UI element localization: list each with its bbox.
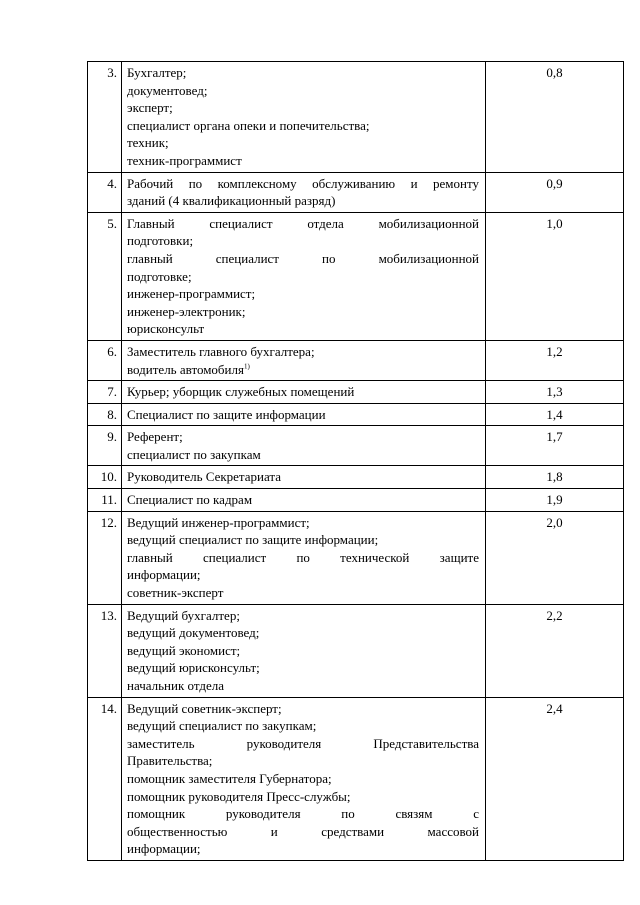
row-number: 8. — [88, 403, 122, 426]
position-title-text: Референт; — [127, 429, 183, 445]
position-title-line — [127, 531, 479, 549]
coefficient-value: 1,3 — [486, 381, 624, 404]
position-title-line — [127, 320, 479, 338]
position-title-text: ведущий экономист; — [127, 642, 241, 658]
table-row — [88, 340, 624, 380]
position-title-text: Правительства; — [127, 753, 213, 769]
position-title-text: начальник отдела — [127, 678, 225, 693]
coefficient-value: 1,0 — [486, 212, 624, 340]
row-number: 14. — [88, 697, 122, 860]
position-title-text: Специалист по кадрам — [127, 492, 253, 508]
position-title-line — [127, 175, 479, 193]
position-title-line — [127, 343, 479, 361]
position-title-line — [127, 468, 479, 486]
position-titles-cell — [122, 604, 486, 697]
coefficient-value: 2,0 — [486, 511, 624, 604]
position-title-text: Бухгалтер; — [127, 65, 187, 80]
position-title-line — [127, 215, 479, 233]
position-title-line — [127, 232, 479, 250]
row-number: 6. — [88, 340, 122, 380]
row-number: 11. — [88, 489, 122, 512]
position-title-text: Специалист по защите информации — [127, 406, 326, 422]
position-title-line — [127, 752, 479, 770]
position-title-text: эксперт; — [127, 100, 173, 116]
position-titles-cell — [122, 62, 486, 173]
position-title-line — [127, 285, 479, 303]
position-title-text: информации; — [127, 841, 201, 857]
position-title-line — [127, 303, 479, 321]
position-title-text: ведущий специалист по закупкам; — [127, 718, 317, 734]
position-title-text: Ведущий советник-эксперт; — [127, 700, 282, 716]
row-number: 9. — [88, 426, 122, 466]
position-titles-cell — [122, 489, 486, 512]
position-title-text: водитель автомобиля — [127, 361, 244, 377]
position-title-line — [127, 192, 479, 210]
position-title-line — [127, 735, 479, 753]
row-number: 3. — [88, 62, 122, 173]
position-titles-cell — [122, 403, 486, 426]
position-title-text: инженер-программист; — [127, 286, 256, 302]
position-title-line — [127, 361, 479, 379]
position-title-text: ведущий юрисконсульт; — [127, 660, 260, 676]
position-title-line — [127, 514, 479, 532]
position-title-text: инженер-электроник; — [127, 303, 246, 319]
position-title-text: общественностью и средствами массовой — [127, 823, 479, 839]
position-title-text: главный специалист по мобилизационной — [127, 250, 479, 266]
position-title-line — [127, 677, 479, 695]
position-title-line — [127, 788, 479, 806]
position-title-line — [127, 446, 479, 464]
position-title-text: Курьер; уборщик служебных помещений — [127, 384, 355, 400]
table-row — [88, 466, 624, 489]
coefficient-value: 0,9 — [486, 172, 624, 212]
position-title-text: помощник руководителя Пресс-службы; — [127, 788, 351, 804]
table-row — [88, 212, 624, 340]
position-title-line — [127, 406, 479, 424]
position-title-text: Ведущий инженер-программист; — [127, 514, 310, 530]
coefficient-value: 1,2 — [486, 340, 624, 380]
position-titles-cell — [122, 511, 486, 604]
row-number: 7. — [88, 381, 122, 404]
coefficient-value: 1,9 — [486, 489, 624, 512]
coefficient-value: 1,4 — [486, 403, 624, 426]
position-title-line — [127, 117, 479, 135]
row-number: 10. — [88, 466, 122, 489]
coefficient-value: 1,7 — [486, 426, 624, 466]
position-title-text: информации; — [127, 567, 201, 583]
table-row — [88, 403, 624, 426]
table-row — [88, 604, 624, 697]
table-row — [88, 511, 624, 604]
position-title-text: юрисконсульт — [127, 321, 205, 337]
table-row — [88, 62, 624, 173]
position-title-text: документовед; — [127, 82, 208, 98]
coefficient-value: 2,4 — [486, 697, 624, 860]
table-row — [88, 172, 624, 212]
position-title-line — [127, 717, 479, 735]
position-title-line — [127, 134, 479, 152]
position-title-line — [127, 268, 479, 286]
position-title-text: заместитель руководителя Представительства — [127, 735, 479, 751]
position-titles-cell — [122, 426, 486, 466]
position-title-text: Рабочий по комплексному обслуживанию и ремонту — [127, 175, 479, 191]
position-title-line — [127, 607, 479, 625]
position-title-line — [127, 549, 479, 567]
table-row — [88, 697, 624, 860]
position-title-text: главный специалист по технической защите — [127, 549, 479, 565]
position-titles-cell — [122, 340, 486, 380]
position-title-line — [127, 584, 479, 602]
row-number: 4. — [88, 172, 122, 212]
position-title-line — [127, 840, 479, 858]
position-title-line — [127, 770, 479, 788]
position-titles-cell — [122, 466, 486, 489]
position-title-text: ведущий специалист по защите информации; — [127, 532, 379, 548]
position-title-line — [127, 642, 479, 660]
position-title-line — [127, 64, 479, 82]
position-titles-cell — [122, 697, 486, 860]
position-title-line — [127, 491, 479, 509]
position-title-text: помощник руководителя по связям с — [127, 806, 479, 822]
position-title-line — [127, 566, 479, 584]
position-title-text: Ведущий бухгалтер; — [127, 607, 240, 623]
position-title-text: подготовки; — [127, 233, 194, 249]
position-title-line — [127, 82, 479, 100]
footnote-marker: 1) — [243, 362, 250, 371]
position-titles-cell — [122, 381, 486, 404]
position-title-line — [127, 383, 479, 401]
row-number: 13. — [88, 604, 122, 697]
position-title-line — [127, 428, 479, 446]
position-title-text: Главный специалист отдела мобилизационной — [127, 215, 479, 231]
position-title-text: техник-программист — [127, 152, 242, 168]
position-title-text: ведущий документовед; — [127, 625, 260, 641]
coefficient-value: 1,8 — [486, 466, 624, 489]
position-title-line — [127, 823, 479, 841]
position-title-line — [127, 99, 479, 117]
position-title-line — [127, 659, 479, 677]
positions-table — [87, 61, 624, 861]
position-title-line — [127, 152, 479, 170]
position-title-text: зданий (4 квалификационный разряд) — [127, 193, 336, 209]
position-title-text: Заместитель главного бухгалтера; — [127, 343, 315, 359]
position-title-text: помощник заместителя Губернатора; — [127, 770, 332, 786]
position-title-text: Руководитель Секретариата — [127, 469, 282, 485]
position-title-line — [127, 700, 479, 718]
table-row — [88, 381, 624, 404]
table-row — [88, 489, 624, 512]
coefficient-value: 2,2 — [486, 604, 624, 697]
coefficient-value: 0,8 — [486, 62, 624, 173]
table-row — [88, 426, 624, 466]
position-title-line — [127, 250, 479, 268]
row-number: 12. — [88, 511, 122, 604]
position-title-text: специалист органа опеки и попечительства; — [127, 117, 370, 133]
position-title-text: подготовке; — [127, 268, 192, 284]
position-title-line — [127, 624, 479, 642]
position-titles-cell — [122, 212, 486, 340]
positions-table-body — [88, 62, 624, 861]
position-title-text: специалист по закупкам — [127, 446, 261, 462]
row-number: 5. — [88, 212, 122, 340]
position-title-text: советник-эксперт — [127, 585, 224, 601]
position-title-line — [127, 805, 479, 823]
position-title-text: техник; — [127, 135, 169, 151]
position-titles-cell — [122, 172, 486, 212]
